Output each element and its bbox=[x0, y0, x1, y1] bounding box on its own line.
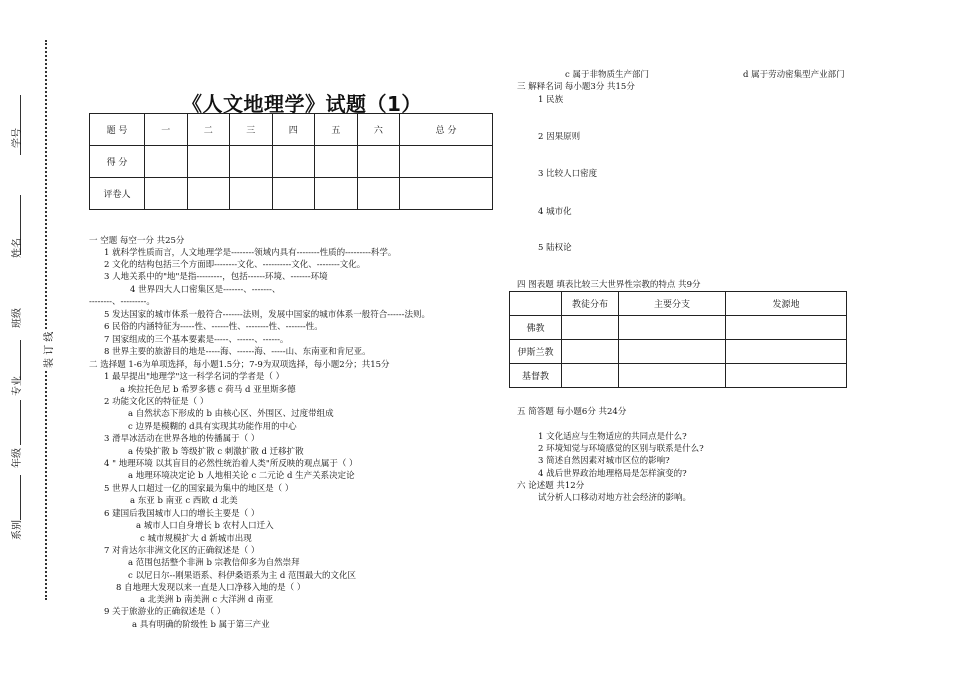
answer-cell[interactable] bbox=[619, 340, 726, 364]
choice-question: 1 最早提出"地理学"这一科学名词的学者是（ ） bbox=[104, 372, 285, 382]
grader-cell[interactable] bbox=[315, 178, 358, 210]
choice-options: a 埃拉托色尼 b 希罗多德 c 荷马 d 亚里斯多德 bbox=[120, 385, 296, 395]
grader-cell[interactable] bbox=[357, 178, 400, 210]
religion-row-label: 伊斯兰教 bbox=[510, 340, 562, 364]
score-header-cell: 五 bbox=[315, 114, 358, 146]
score-header-cell: 总 分 bbox=[400, 114, 493, 146]
fill-question: --------、---------。 bbox=[89, 297, 155, 307]
grader-cell[interactable] bbox=[400, 178, 493, 210]
label-xuehao: 学号 bbox=[12, 128, 23, 148]
score-cell[interactable] bbox=[272, 146, 315, 178]
choice-options: c 边界是模糊的 d具有实现其功能作用的中心 bbox=[128, 422, 297, 432]
label-xingming: 姓名 bbox=[12, 238, 23, 258]
score-row-label: 得 分 bbox=[90, 146, 145, 178]
religion-table bbox=[509, 291, 847, 388]
choice-options: c 城市规模扩大 d 新城市出现 bbox=[140, 534, 252, 544]
fill-question: 8 世界主要的旅游目的地是-----海、------海、-----山、东南亚和肯尼亚。 bbox=[104, 347, 371, 357]
fill-question: 3 人地关系中的"地"是指---------，包括------环境、-------环境 bbox=[104, 272, 328, 282]
grader-cell[interactable] bbox=[187, 178, 230, 210]
choice-question: 6 建国后我国城市人口的增长主要是（ ） bbox=[104, 509, 260, 519]
fill-question: 5 发达国家的城市体系一般符合-------法则，发展中国家的城市体系一般符合------法则。 bbox=[104, 310, 430, 320]
section1-heading: 一 空题 每空一分 共25分 bbox=[89, 236, 185, 246]
answer-cell[interactable] bbox=[619, 364, 726, 388]
term-item: 2 因果原则 bbox=[538, 132, 581, 142]
term-item: 1 民族 bbox=[538, 95, 564, 105]
label-nianji: 年级 bbox=[12, 448, 23, 468]
binding-margin bbox=[0, 0, 60, 691]
fill-question: 1 就科学性质而言，人文地理学是--------领域内具有--------性质的---------科学。 bbox=[104, 248, 397, 258]
term-item: 3 比较人口密度 bbox=[538, 169, 598, 179]
section5-heading: 五 简答题 每小题6分 共24分 bbox=[517, 407, 627, 417]
section4-heading: 四 图表题 填表比较三大世界性宗教的特点 共9分 bbox=[517, 280, 701, 290]
choice-question: 9 关于旅游业的正确叙述是（ ） bbox=[104, 607, 226, 617]
choice-question: 4 " 地理环境 以其盲目的必然性统治着人类"所反映的观点属于（ ） bbox=[104, 459, 358, 469]
fill-question: 2 文化的结构包括三个方面即--------文化、----------文化、--------文化。 bbox=[104, 260, 366, 270]
score-header-cell: 六 bbox=[357, 114, 400, 146]
score-cell[interactable] bbox=[230, 146, 273, 178]
answer-cell[interactable] bbox=[619, 316, 726, 340]
label-xibie: 系别 bbox=[12, 520, 23, 540]
religion-row-label: 基督教 bbox=[510, 364, 562, 388]
choice-question: 7 对肯达尔非洲文化区的正确叙述是（ ） bbox=[104, 546, 260, 556]
term-item: 4 城市化 bbox=[538, 207, 572, 217]
answer-cell[interactable] bbox=[562, 364, 619, 388]
religion-col-header: 发源地 bbox=[726, 292, 847, 316]
score-header-cell: 一 bbox=[145, 114, 188, 146]
score-header-cell: 三 bbox=[230, 114, 273, 146]
choice-options: a 地理环境决定论 b 人地相关论 c 二元论 d 生产关系决定论 bbox=[128, 471, 355, 481]
choice-options: a 自然状态下形成的 b 由核心区、外围区、过度带组成 bbox=[128, 409, 334, 419]
short-answer-item: 2 环境知觉与环境感觉的区别与联系是什么? bbox=[538, 444, 704, 454]
choice-question: 8 自地理大发现以来一直是人口净移入地的是（ ） bbox=[116, 583, 306, 593]
choice-option-d: d 属于劳动密集型产业部门 bbox=[743, 70, 845, 80]
score-header-cell: 题 号 bbox=[90, 114, 145, 146]
score-row-label: 评卷人 bbox=[90, 178, 145, 210]
score-cell[interactable] bbox=[145, 146, 188, 178]
score-table bbox=[89, 113, 493, 210]
term-item: 5 陆权论 bbox=[538, 243, 572, 253]
choice-options: a 城市人口自身增长 b 农村人口迁入 bbox=[136, 521, 274, 531]
choice-options: c 以尼日尔--刚果语系、科伊桑语系为主 d 范围最大的文化区 bbox=[128, 571, 357, 581]
choice-question: 5 世界人口超过一亿的国家最为集中的地区是（ ） bbox=[104, 484, 294, 494]
essay-item: 试分析人口移动对地方社会经济的影响。 bbox=[538, 493, 692, 503]
grader-cell[interactable] bbox=[230, 178, 273, 210]
choice-option-c: c 属于非物质生产部门 bbox=[565, 70, 649, 80]
score-cell[interactable] bbox=[187, 146, 230, 178]
score-cell[interactable] bbox=[400, 146, 493, 178]
section2-heading: 二 选择题 1-6为单项选择，每小题1.5分；7-9为双项选择，每小题2分；共15分 bbox=[89, 360, 390, 370]
score-header-cell: 二 bbox=[187, 114, 230, 146]
section6-heading: 六 论述题 共12分 bbox=[517, 481, 585, 491]
answer-cell[interactable] bbox=[562, 316, 619, 340]
binding-dotted-line bbox=[45, 40, 47, 600]
xibie-underline bbox=[20, 475, 21, 520]
choice-options: a 东亚 b 南亚 c 西欧 d 北美 bbox=[130, 496, 238, 506]
fill-question: 4 世界四大人口密集区是-------、-------、 bbox=[130, 285, 281, 295]
answer-cell[interactable] bbox=[562, 340, 619, 364]
religion-col-header: 主要分支 bbox=[619, 292, 726, 316]
religion-row-label: 佛教 bbox=[510, 316, 562, 340]
answer-cell[interactable] bbox=[726, 364, 847, 388]
religion-col-header: 教徒分布 bbox=[562, 292, 619, 316]
score-cell[interactable] bbox=[315, 146, 358, 178]
grader-cell[interactable] bbox=[145, 178, 188, 210]
fill-question: 7 国家组成的三个基本要素是-----、------、------。 bbox=[104, 335, 289, 345]
score-cell[interactable] bbox=[357, 146, 400, 178]
choice-question: 3 滑旱冰活动在世界各地的传播属于（ ） bbox=[104, 434, 260, 444]
short-answer-item: 3 简述自然因素对城市区位的影响? bbox=[538, 456, 670, 466]
short-answer-item: 1 文化适应与生物适应的共同点是什么? bbox=[538, 432, 687, 442]
fill-question: 6 民俗的内涵特征为-----性、------性、--------性、-------性。 bbox=[104, 322, 323, 332]
choice-options: a 具有明确的阶级性 b 属于第三产业 bbox=[132, 620, 270, 630]
short-answer-item: 4 战后世界政治地理格局是怎样演变的? bbox=[538, 469, 687, 479]
grader-cell[interactable] bbox=[272, 178, 315, 210]
binding-line-label: 装 订 线 bbox=[40, 330, 55, 370]
answer-cell[interactable] bbox=[726, 316, 847, 340]
score-header-cell: 四 bbox=[272, 114, 315, 146]
choice-options: a 传染扩散 b 等级扩散 c 刺激扩散 d 迁移扩散 bbox=[128, 447, 304, 457]
answer-cell[interactable] bbox=[726, 340, 847, 364]
zhuanye-underline bbox=[20, 340, 21, 380]
choice-question: 2 功能文化区的特征是（ ） bbox=[104, 397, 209, 407]
choice-options: a 范围包括整个非洲 b 宗教信仰多为自然崇拜 bbox=[128, 558, 300, 568]
religion-corner-cell bbox=[510, 292, 562, 316]
exam-title: 《人文地理学》试题（1） bbox=[182, 92, 422, 116]
label-banji: 班级 bbox=[12, 308, 23, 328]
nianji-underline bbox=[20, 400, 21, 445]
section3-heading: 三 解释名词 每小题3分 共15分 bbox=[517, 82, 635, 92]
choice-options: a 北美洲 b 南美洲 c 大洋洲 d 南亚 bbox=[140, 595, 274, 605]
label-zhuanye: 专业 bbox=[12, 376, 23, 396]
